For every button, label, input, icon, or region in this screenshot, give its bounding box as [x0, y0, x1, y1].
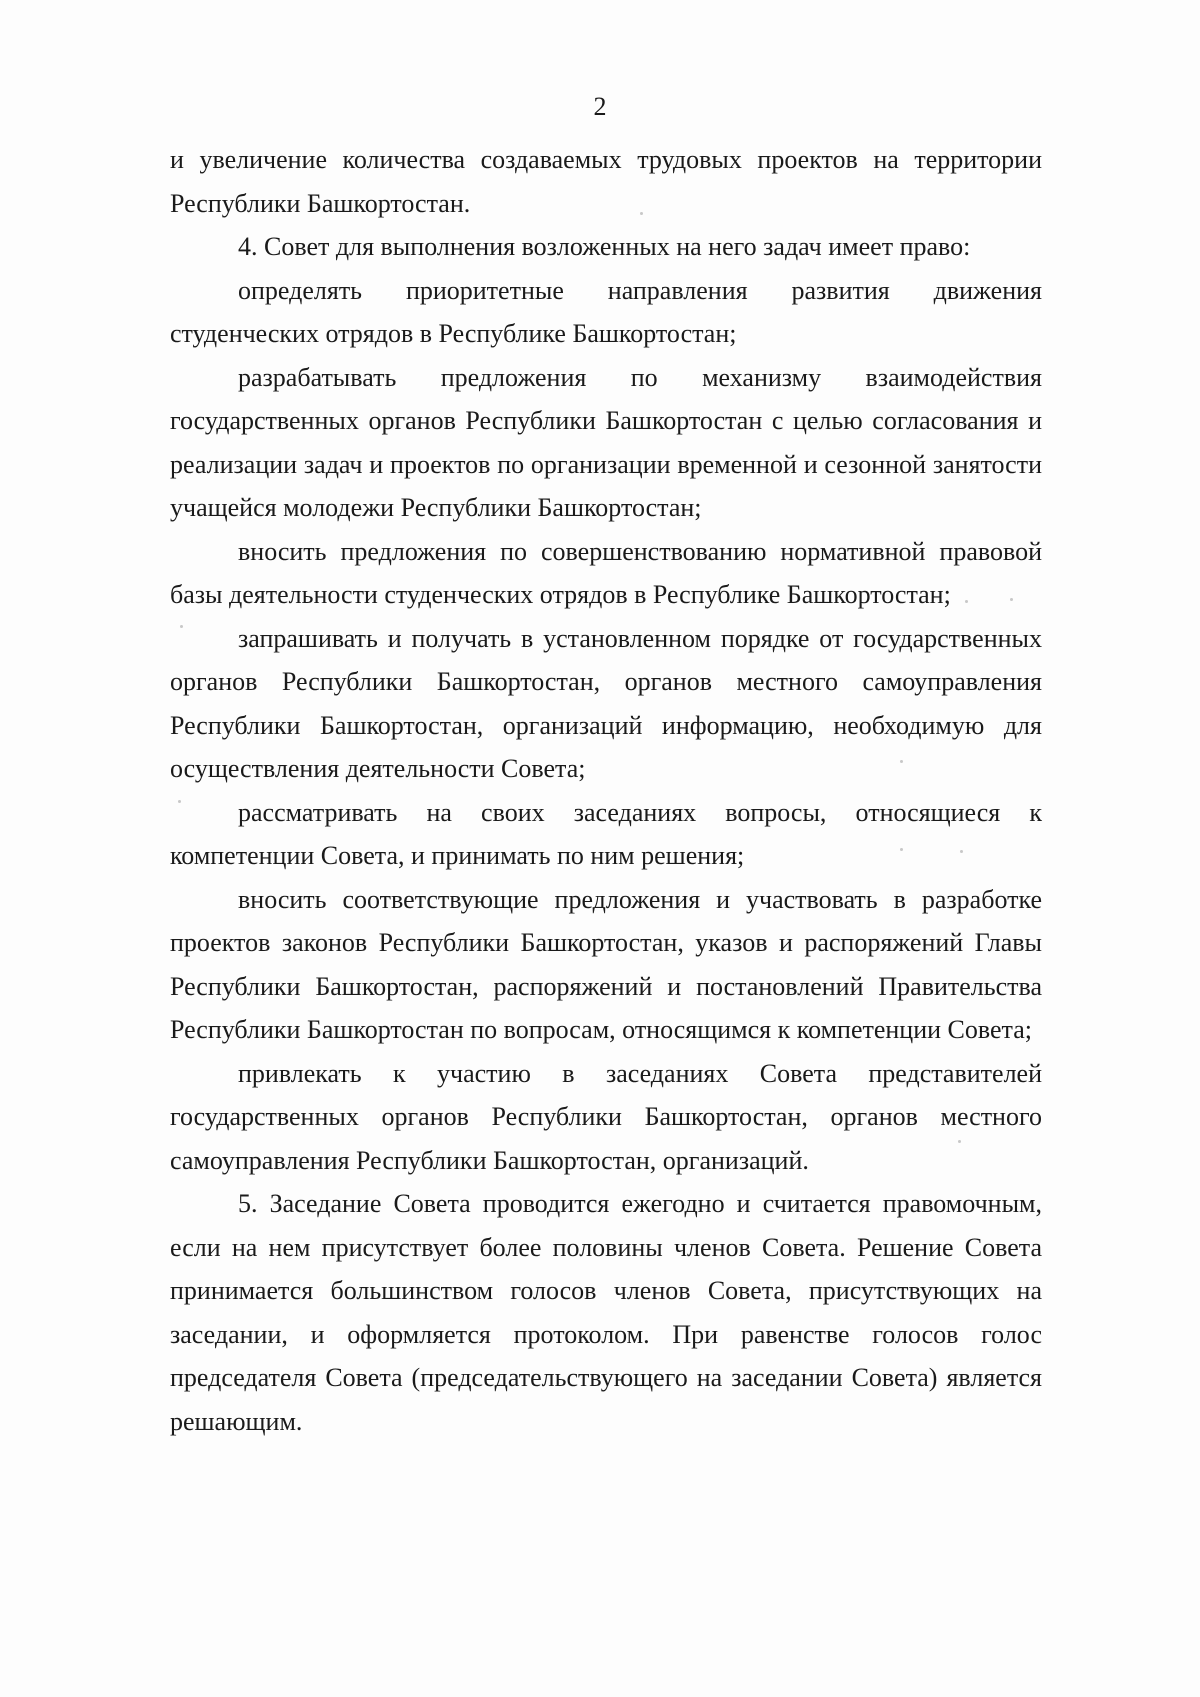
paragraph-right-define-priorities: определять приоритетные направления развития движения студенческих отрядов в Республике Башкортостан; — [170, 275, 1042, 348]
paragraph-right-consider-questions: рассматривать на своих заседаниях вопросы, относящиеся к компетенции Совета, и принимать по ним решения; — [170, 797, 1042, 870]
scan-artifact — [958, 1140, 961, 1143]
paragraph-right-submit-legal-proposals: вносить предложения по совершенствованию нормативной правовой базы деятельности студенческих отрядов в Республике Башкортостан; — [170, 536, 1042, 609]
scan-artifact — [900, 848, 903, 851]
paragraph-continuation: и увеличение количества создаваемых трудовых проектов на территории Республики Башкортостан. — [170, 145, 1042, 218]
scan-artifact — [1010, 598, 1013, 601]
page-number: 2 — [593, 92, 607, 121]
scan-artifact — [965, 600, 968, 603]
document-body — [170, 138, 1042, 1443]
scan-artifact — [900, 760, 903, 763]
scan-artifact — [180, 625, 183, 628]
paragraph-section-5-meetings: 5. Заседание Совета проводится ежегодно и считается правомочным, если на нем присутствует более половины членов Совета. Решение Совета принимается большинством голосов членов Совета, присутствующих на заседании, и оформляется протоколом. При равенстве голосов голос председателя Совета (председательствующего на заседании Совета) является решающим. — [170, 1189, 1042, 1436]
paragraph-right-involve-representatives: привлекать к участию в заседаниях Совета представителей государственных органов Республики Башкортостан, органов местного самоуправления Республики Башкортостан, организаций. — [170, 1058, 1042, 1175]
paragraph-right-request-information: запрашивать и получать в установленном порядке от государственных органов Республики Башкортостан, органов местного самоуправления Республики Башкортостан, организаций информацию, необходимую для осуществления деятельности Совета; — [170, 623, 1042, 783]
paragraph-right-participate-drafting: вносить соответствующие предложения и участвовать в разработке проектов законов Республики Башкортостан, указов и распоряжений Главы Республики Башкортостан, распоряжений и постановлений Правительства Республики Башкортостан по вопросам, относящимся к компетенции Совета; — [170, 884, 1042, 1044]
paragraph-section-4-heading: 4. Совет для выполнения возложенных на него задач имеет право: — [238, 232, 971, 261]
scan-artifact — [178, 800, 181, 803]
scan-artifact — [960, 850, 963, 853]
paragraph-right-develop-proposals: разрабатывать предложения по механизму взаимодействия государственных органов Республики Башкортостан с целью согласования и реализации задач и проектов по организации временной и сезонной занятости учащейся молодежи Республики Башкортостан; — [170, 362, 1042, 522]
scan-artifact — [640, 212, 643, 215]
